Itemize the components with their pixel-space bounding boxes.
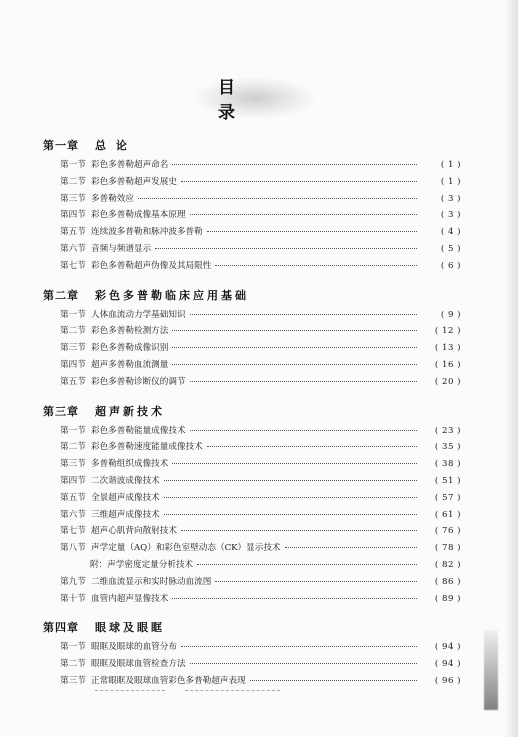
page-number: ( 94 ) [434, 659, 461, 670]
dot-leader [172, 347, 417, 348]
entry-title: 人体血流动力学基础知识 [91, 309, 186, 320]
toc-entry[interactable] [43, 491, 461, 508]
toc-entry[interactable] [43, 208, 461, 225]
entry-title: 多普勒效应 [91, 193, 134, 204]
section-number: 第四节 [60, 210, 86, 221]
toc-entry[interactable] [43, 175, 461, 192]
section-number: 第二节 [60, 442, 86, 453]
chapter-block [43, 137, 461, 276]
entry-title: 连续波多普勒和脉冲波多普勒 [91, 227, 203, 238]
toc-entry[interactable] [43, 524, 461, 541]
toc-entry[interactable] [43, 674, 461, 691]
toc-entry[interactable] [43, 225, 461, 242]
entry-title: 正常眼眶及眼球血管彩色多普勒超声表现 [91, 675, 246, 686]
entry-title: 附：声学密度定量分析技术 [90, 559, 194, 570]
chapter-title: 总 论 [95, 139, 130, 152]
dot-leader [164, 514, 417, 515]
entry-title: 血管内超声显像技术 [91, 593, 169, 604]
dot-leader [164, 497, 417, 498]
chapter-heading[interactable] [43, 403, 461, 421]
page-number: ( 1 ) [440, 176, 461, 187]
section-number: 第四节 [60, 359, 86, 370]
entry-title: 彩色多普勒成像识别 [91, 343, 169, 354]
section-number: 第五节 [60, 376, 86, 387]
dot-leader [215, 265, 417, 266]
section-number: 第三节 [60, 343, 86, 354]
entry-title: 眼眶及眼球血管检查方法 [91, 659, 186, 670]
toc-entry[interactable] [43, 259, 461, 276]
page-number: ( 6 ) [440, 260, 461, 271]
toc-entry[interactable] [43, 324, 461, 341]
entry-title: 彩色多普勒速度能量成像技术 [91, 442, 203, 453]
page-number: ( 3 ) [440, 193, 461, 204]
section-number: 第二节 [60, 326, 86, 337]
page-number: ( 12 ) [434, 326, 461, 337]
chapter-label: 第四章 [43, 621, 79, 635]
chapter-block [43, 403, 461, 609]
entry-title: 超声心肌背向散射技术 [91, 526, 177, 537]
toc-entry[interactable] [43, 242, 461, 259]
entry-title: 彩色多普勒能量成像技术 [91, 425, 186, 436]
chapter-heading[interactable] [43, 137, 461, 155]
dot-leader [172, 463, 417, 464]
page-number: ( 3 ) [440, 210, 461, 221]
entry-title: 二维血流显示和实时脉动血流图 [91, 576, 212, 587]
dot-leader [215, 581, 417, 582]
toc-entry[interactable] [43, 640, 461, 657]
toc-entry[interactable] [43, 474, 461, 491]
page-number: ( 4 ) [440, 227, 461, 238]
section-number: 第一节 [60, 642, 86, 653]
dot-leader [172, 364, 417, 365]
dot-leader [207, 231, 417, 232]
dot-leader [172, 164, 417, 165]
entry-title: 彩色多普勒超声命名 [91, 160, 169, 170]
page-number: ( 16 ) [434, 359, 461, 370]
dot-leader [181, 646, 417, 647]
page-number: ( 78 ) [434, 543, 461, 554]
dot-leader [181, 530, 417, 531]
section-number: 第三节 [60, 193, 86, 204]
chapter-label: 第一章 [43, 139, 79, 152]
dot-leader [190, 314, 417, 315]
toc-entry[interactable] [43, 341, 461, 358]
section-number: 第六节 [60, 243, 86, 254]
dot-leader [181, 181, 417, 182]
entry-title: 眼眶及眼球的血管分布 [91, 642, 177, 653]
entry-title: 全景超声成像技术 [91, 492, 160, 503]
toc-entry[interactable] [43, 308, 461, 325]
section-number: 第十节 [60, 593, 86, 604]
dot-leader [207, 446, 417, 447]
section-number: 第五节 [60, 227, 86, 238]
dot-leader [197, 564, 417, 565]
dot-leader [138, 198, 417, 199]
section-number: 第三节 [60, 459, 86, 470]
dot-leader [250, 680, 417, 681]
footer-divider [185, 690, 280, 692]
title-block [196, 78, 314, 123]
entry-title: 声学定量（AQ）和彩色室壁动态（CK）显示技术 [91, 543, 281, 554]
page-title: 目 录 [218, 78, 257, 123]
section-number: 第七节 [60, 260, 86, 271]
scan-shadow [504, 0, 518, 737]
section-number: 第二节 [60, 659, 86, 670]
dot-leader [172, 598, 417, 599]
toc-entry[interactable] [43, 457, 461, 474]
section-number: 第六节 [60, 509, 86, 520]
table-of-contents [43, 137, 461, 702]
section-number: 第五节 [60, 492, 86, 503]
page-number: ( 76 ) [434, 526, 461, 537]
toc-entry[interactable] [43, 158, 461, 175]
section-number: 第三节 [60, 675, 86, 686]
toc-entry[interactable] [43, 375, 461, 392]
page-number: ( 96 ) [434, 675, 461, 686]
dot-leader [190, 663, 417, 664]
chapter-heading[interactable] [43, 287, 461, 305]
toc-entry[interactable] [43, 508, 461, 525]
entry-title: 超声多普勒血流测量 [91, 359, 169, 370]
chapter-title: 彩色多普勒临床应用基础 [95, 288, 249, 302]
page-number: ( 89 ) [434, 593, 461, 604]
page-number: ( 38 ) [434, 459, 461, 470]
page-number: ( 51 ) [434, 475, 461, 486]
toc-entry[interactable] [43, 358, 461, 375]
chapter-label: 第三章 [43, 404, 79, 418]
toc-entry[interactable] [43, 440, 461, 457]
page-number: ( 9 ) [440, 309, 461, 320]
dot-leader [190, 430, 417, 431]
toc-entry[interactable] [43, 424, 461, 441]
entry-title: 彩色多普勒超声伪像及其局限性 [91, 260, 212, 271]
page-number: ( 20 ) [434, 376, 461, 387]
dot-leader [172, 330, 417, 331]
toc-entry[interactable] [43, 541, 461, 558]
page-number: ( 57 ) [434, 492, 461, 503]
chapter-title: 眼球及眼眶 [95, 621, 165, 635]
section-number: 第二节 [60, 176, 86, 187]
toc-entry[interactable] [43, 575, 461, 592]
page-number: ( 94 ) [434, 642, 461, 653]
dot-leader [164, 480, 417, 481]
section-number: 第四节 [60, 475, 86, 486]
chapter-title: 超声新技术 [95, 404, 165, 418]
section-number: 第一节 [60, 160, 86, 170]
section-number: 第九节 [60, 576, 86, 587]
chapter-block [43, 619, 461, 690]
page-number: ( 35 ) [434, 442, 461, 453]
page-number: ( 13 ) [434, 343, 461, 354]
section-number: 第八节 [60, 543, 86, 554]
entry-title: 彩色多普勒超声发展史 [91, 176, 177, 187]
page-number: ( 61 ) [434, 509, 461, 520]
footer-divider [95, 690, 165, 692]
page-number: ( 82 ) [434, 559, 461, 570]
page-number: ( 23 ) [434, 425, 461, 436]
chapter-heading[interactable] [43, 619, 461, 637]
dot-leader [285, 547, 417, 548]
page-number: ( 5 ) [440, 243, 461, 254]
chapter-label: 第二章 [43, 288, 79, 302]
chapter-block [43, 287, 461, 392]
dot-leader [190, 214, 417, 215]
page-number: ( 86 ) [434, 576, 461, 587]
scan-artifact [484, 630, 498, 710]
section-number: 第一节 [60, 425, 86, 436]
entry-title: 多普勒组织成像技术 [91, 459, 169, 470]
dot-leader [155, 248, 417, 249]
entry-title: 三维超声成像技术 [91, 509, 160, 520]
section-number: 第七节 [60, 526, 86, 537]
entry-title: 彩色多普勒成像基本原理 [91, 210, 186, 221]
page-number: ( 1 ) [440, 160, 461, 170]
toc-entry[interactable] [43, 558, 461, 575]
entry-title: 彩色多普勒检测方法 [91, 326, 169, 337]
section-number: 第一节 [60, 309, 86, 320]
entry-title: 彩色多普勒诊断仪的调节 [91, 376, 186, 387]
dot-leader [190, 381, 417, 382]
toc-entry[interactable] [43, 192, 461, 209]
toc-entry[interactable] [43, 592, 461, 609]
entry-title: 音频与频谱显示 [91, 243, 152, 254]
entry-title: 二次谐波成像技术 [91, 475, 160, 486]
toc-entry[interactable] [43, 657, 461, 674]
